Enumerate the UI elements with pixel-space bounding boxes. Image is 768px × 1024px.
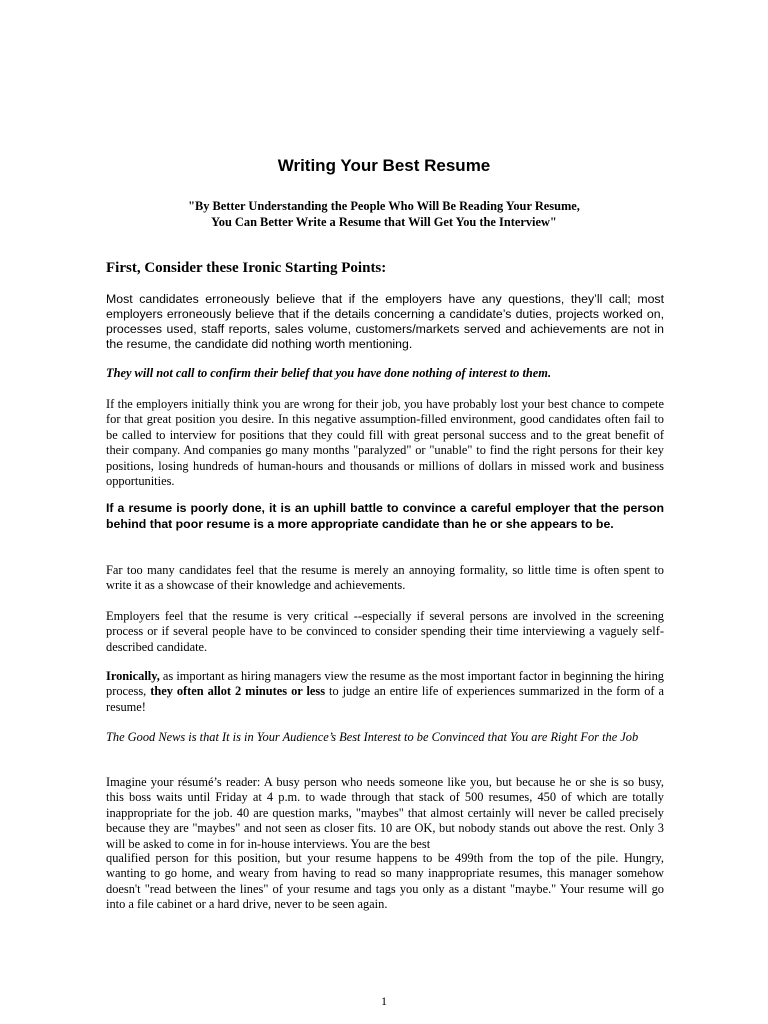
paragraph-7: [106, 669, 664, 715]
paragraph-7-emphasis: they often allot 2 minutes or less: [150, 684, 326, 699]
paragraph-6: Employers feel that the resume is very critical --especially if several persons are involved in the screening process or if several people have to be convinced to consider spending their time interviewing a vaguely self-described candidate.: [106, 609, 664, 654]
paragraph-3: If the employers initially think you are wrong for their job, you have probably lost your best chance to compete for that great position you desire. In this negative assumption-filled environment, good candidates often fail to be called to interview for positions that they could fill with great personal success and to the great benefit of their company. And companies go many months "paralyzed" or "unable" to find the right persons for their key positions, losing hundreds of human-hours and thousands or millions of dollars in missed work and business opportunities.: [106, 397, 664, 489]
subtitle-line-1: "By Better Understanding the People Who Will Be Reading Your Resume,: [188, 199, 580, 213]
paragraph-1: Most candidates erroneously believe that if the employers have any questions, they’ll call; most employers erroneously believe that if the details concerning a candidate’s duties, projects worked on, processes used, staff reports, sales volume, customers/markets served and achievements are not in the resume, the candidate did nothing worth mentioning.: [106, 292, 664, 351]
document-subtitle: [120, 199, 648, 230]
paragraph-8: The Good News is that It is in Your Audience’s Best Interest to be Convinced that You are Right For the Job: [106, 730, 639, 744]
page-number: 1: [381, 994, 387, 1008]
paragraph-7-end: to judge an entire life of experiences summarized in the form of a resume!: [106, 684, 664, 714]
paragraph-4: If a resume is poorly done, it is an uphill battle to convince a careful employer that the person behind that poor resume is a more appropriate candidate than he or she appears to be.: [106, 501, 664, 531]
paragraph-9-part-1: Imagine your résumé’s reader: A busy person who needs someone like you, but because he or she is so busy, this boss waits until Friday at 4 p.m. to wade through that stack of 500 resumes, 450 of which are totally inappropriate for the job. 40 are question marks, "maybes" that almost certainly will never be called precisely because they are "maybes" and not seen as closer fits. 10 are OK, but nobody stands out above the rest. Only 3 will be asked to come in for in-house interviews. You are the best: [106, 775, 664, 851]
section-heading: First, Consider these Ironic Starting Points:: [106, 260, 387, 276]
subtitle-line-2: You Can Better Write a Resume that Will Get You the Interview": [211, 214, 557, 229]
paragraph-7-lead: Ironically,: [106, 669, 160, 683]
document-title: Writing Your Best Resume: [277, 156, 491, 175]
paragraph-5: Far too many candidates feel that the resume is merely an annoying formality, so little time is often spent to write it as a showcase of their knowledge and achievements.: [106, 563, 664, 593]
paragraph-2: They will not call to confirm their belief that you have done nothing of interest to them.: [106, 366, 552, 380]
paragraph-9-part-2: qualified person for this position, but your resume happens to be 499th from the top of the pile. Hungry, wanting to go home, and weary from having to read so many inappropriate resumes, this manager somehow doesn't "read between the lines" of your resume and tags you only as a distant "maybe." Your resume will go into a file cabinet or a hard drive, never to be seen again.: [106, 851, 664, 912]
paragraph-7-middle: as important as hiring managers view the resume as the most important factor in beginning the hiring process,: [106, 669, 664, 699]
